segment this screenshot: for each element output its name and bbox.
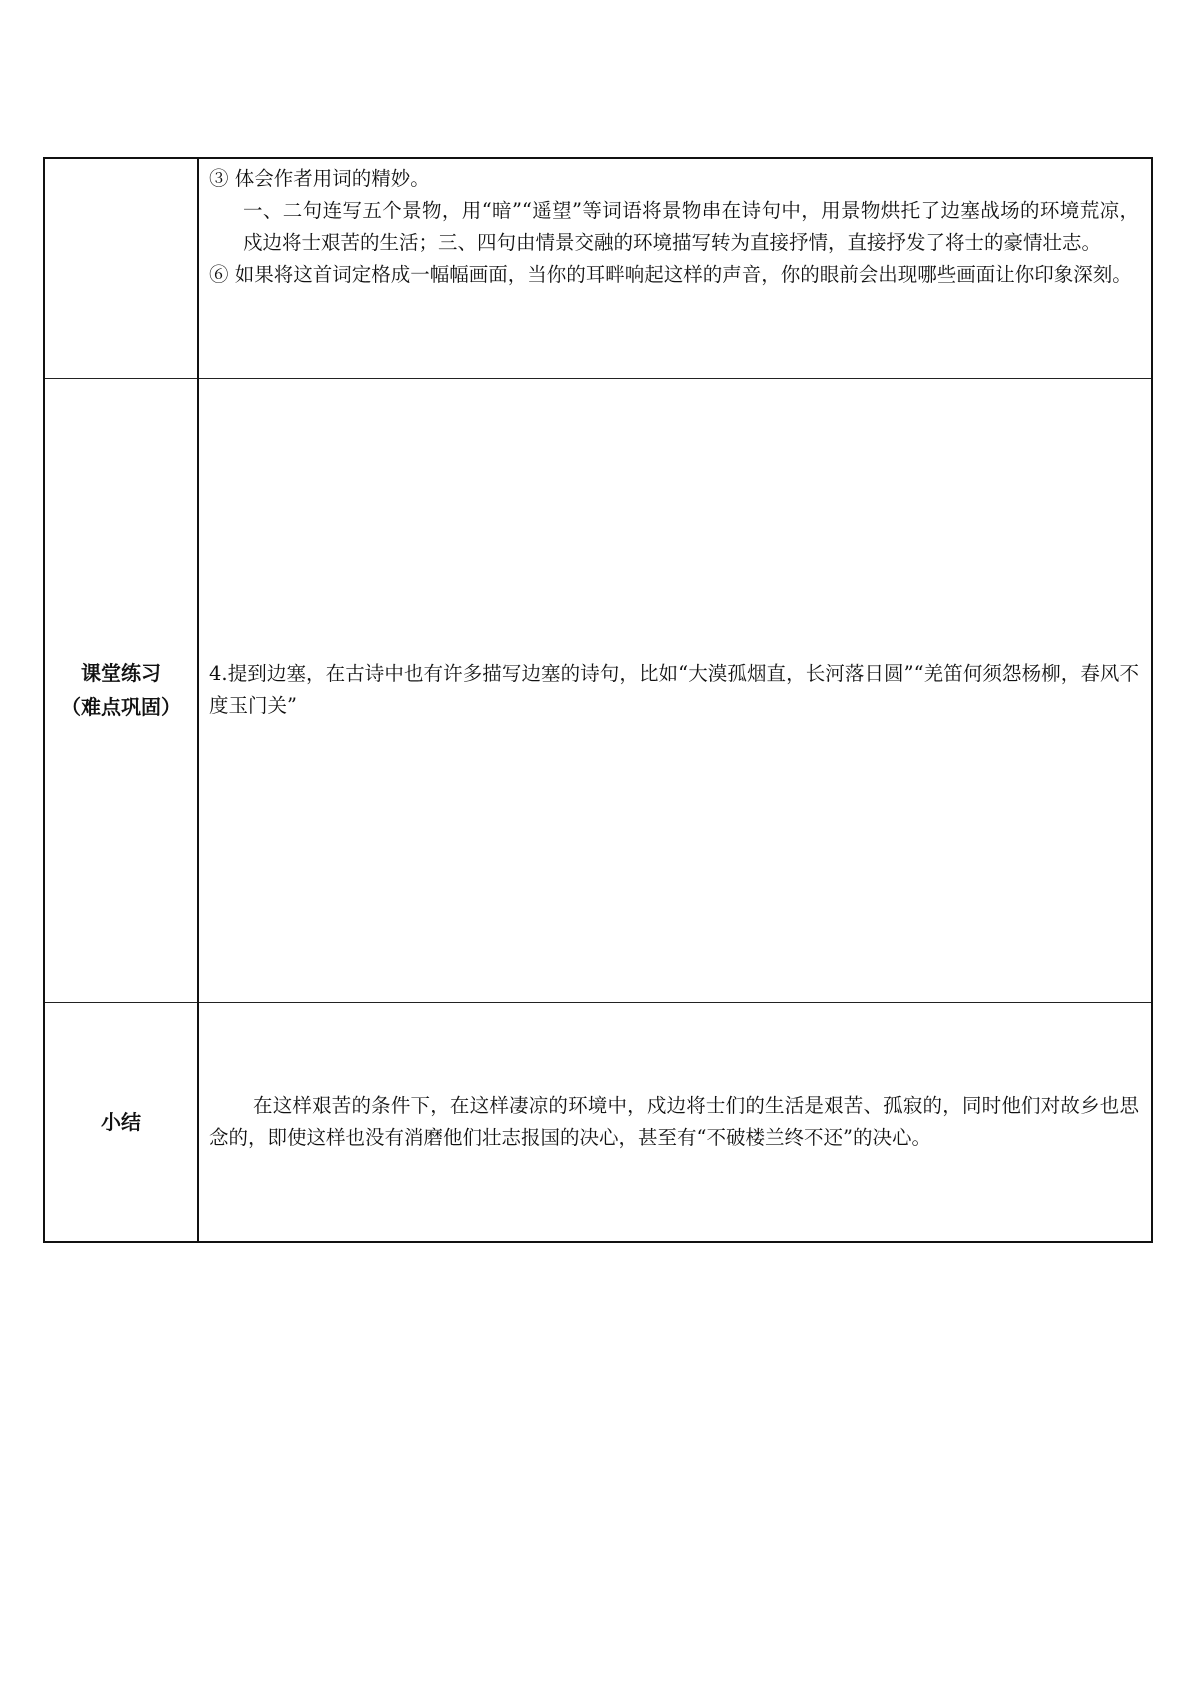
row-label-sub: （难点巩固） bbox=[61, 695, 181, 719]
row-label-cell bbox=[44, 158, 198, 378]
row-content bbox=[199, 1090, 1151, 1154]
table-row bbox=[44, 378, 1152, 1002]
row-label: 课堂练习 bbox=[81, 661, 161, 685]
row-content bbox=[199, 658, 1151, 722]
table-row bbox=[44, 1002, 1152, 1242]
row-content-cell bbox=[198, 158, 1152, 378]
row-label-cell bbox=[44, 378, 198, 1002]
row-content-cell bbox=[198, 378, 1152, 1002]
table-row bbox=[44, 158, 1152, 378]
summary-paragraph: 在这样艰苦的条件下，在这样凄凉的环境中，戍边将士们的生活是艰苦、孤寂的，同时他们对故乡也思念的，即使这样也没有消磨他们壮志报国的决心，甚至有“不破楼兰终不还”的决心。 bbox=[209, 1093, 1139, 1149]
row-content bbox=[199, 159, 1151, 291]
row-label: 小结 bbox=[101, 1109, 141, 1134]
lesson-plan-table bbox=[43, 157, 1153, 1243]
row-content-cell bbox=[198, 1002, 1152, 1242]
content-paragraph: ③ 体会作者用词的精妙。 bbox=[209, 167, 430, 190]
content-paragraph: 一、二句连写五个景物，用“暗”“遥望”等词语将景物串在诗句中，用景物烘托了边塞战场的环境荒凉，戍边将士艰苦的生活；三、四句由情景交融的环境描写转为直接抒情，直接抒发了将士的豪情壮志。 bbox=[243, 199, 1139, 254]
row-label-cell bbox=[44, 1002, 198, 1242]
content-paragraph: ⑥ 如果将这首词定格成一幅幅画面，当你的耳畔响起这样的声音，你的眼前会出现哪些画面让你印象深刻。 bbox=[209, 263, 1132, 286]
content-paragraph: 4.提到边塞，在古诗中也有许多描写边塞的诗句，比如“大漠孤烟直，长河落日圆”“羌笛何须怨杨柳，春风不度玉门关” bbox=[209, 662, 1139, 717]
